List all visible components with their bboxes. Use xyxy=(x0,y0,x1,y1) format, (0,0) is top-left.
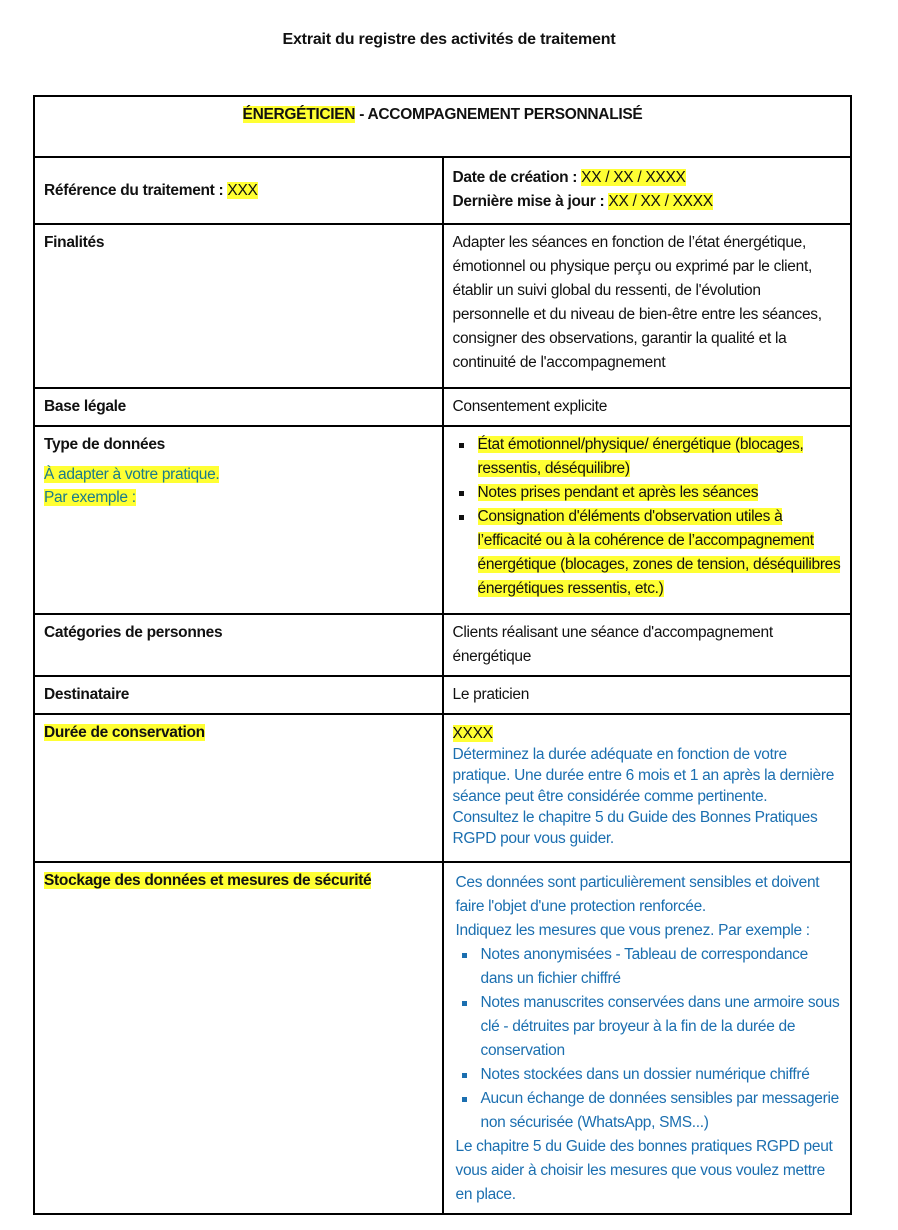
type-donnees-hint-1: À adapter à votre pratique. xyxy=(44,466,220,483)
categories-row xyxy=(34,614,851,676)
type-donnees-list-cell xyxy=(443,426,852,614)
type-donnees-cell xyxy=(34,426,443,614)
finalites-label: Finalités xyxy=(34,224,443,388)
stockage-measures-list xyxy=(456,943,842,1135)
categories-text: Clients réalisant une séance d'accompagnement énergétique xyxy=(443,614,852,676)
list-item: Notes stockées dans un dossier numérique chiffré xyxy=(456,1063,842,1087)
duree-label: Durée de conservation xyxy=(44,724,205,741)
stockage-outro: Le chapitre 5 du Guide des bonnes pratiques RGPD peut vous aider à choisir les mesures que vous voulez mettre en place. xyxy=(455,1138,833,1203)
reference-row xyxy=(34,157,851,224)
duree-guidance-2: Consultez le chapitre 5 du Guide des Bonnes Pratiques RGPD pour vous guider. xyxy=(452,809,818,847)
type-donnees-label: Type de données xyxy=(44,436,165,453)
list-item: Notes anonymisées - Tableau de correspondance dans un fichier chiffré xyxy=(456,943,842,991)
destinataire-label: Destinataire xyxy=(34,676,443,714)
stockage-cell xyxy=(443,862,852,1214)
dates-cell xyxy=(443,157,852,224)
duree-cell xyxy=(443,714,852,862)
stockage-label: Stockage des données et mesures de sécurité xyxy=(44,872,372,889)
stockage-row xyxy=(34,862,851,1214)
document-title: Extrait du registre des activités de traitement xyxy=(282,31,616,48)
update-date-value: XX / XX / XXXX xyxy=(608,192,713,210)
type-donnees-list xyxy=(453,433,842,601)
list-item: État émotionnel/physique/ énergétique (blocages, ressentis, déséquilibre) xyxy=(453,433,842,481)
type-donnees-hint-2: Par exemple : xyxy=(44,489,136,506)
stockage-label-cell xyxy=(34,862,443,1214)
finalites-text: Adapter les séances en fonction de l’état énergétique, émotionnel ou physique perçu ou exprimé par le client, établir un suivi global du ressenti, de l'évolution personnelle et du niveau de bien-être entre les séances, consigner des observations, garantir la qualité et la continuité de l'accompagnement xyxy=(443,224,852,388)
profession-label: ÉNERGÉTICIEN xyxy=(242,106,356,123)
processing-register-table xyxy=(33,95,852,1215)
creation-date-value: XX / XX / XXXX xyxy=(581,168,686,186)
finalites-row xyxy=(34,224,851,388)
categories-label: Catégories de personnes xyxy=(34,614,443,676)
duree-guidance-1: Déterminez la durée adéquate en fonction de votre pratique. Une durée entre 6 mois et 1 an après la dernière séance peut être considérée comme pertinente. xyxy=(452,746,835,805)
list-item: Notes prises pendant et après les séances xyxy=(453,481,842,505)
duree-value: XXXX xyxy=(452,725,493,742)
reference-cell xyxy=(34,157,443,224)
header-subtitle: ACCOMPAGNEMENT PERSONNALISÉ xyxy=(367,106,643,123)
table-header-row xyxy=(34,96,851,157)
reference-value: XXX xyxy=(227,181,258,199)
list-item: Consignation d'éléments d'observation utiles à l’efficacité ou à la cohérence de l’accompagnement énergétique (blocages, zones de tension, déséquilibres énergétiques ressentis, etc.) xyxy=(453,505,842,601)
base-legale-row xyxy=(34,388,851,426)
base-legale-label: Base légale xyxy=(34,388,443,426)
stockage-intro-1: Ces données sont particulièrement sensibles et doivent faire l'objet d'une protection renforcée. xyxy=(455,874,820,915)
duree-row xyxy=(34,714,851,862)
reference-label: Référence du traitement : xyxy=(44,181,228,199)
destinataire-row xyxy=(34,676,851,714)
header-separator: - xyxy=(355,106,368,123)
list-item: Notes manuscrites conservées dans une armoire sous clé - détruites par broyeur à la fin de la durée de conservation xyxy=(456,991,842,1063)
creation-date-label: Date de création : xyxy=(452,168,582,186)
stockage-intro-2: Indiquez les mesures que vous prenez. Par exemple : xyxy=(455,922,810,939)
type-donnees-row xyxy=(34,426,851,614)
base-legale-text: Consentement explicite xyxy=(443,388,852,426)
list-item: Aucun échange de données sensibles par messagerie non sécurisée (WhatsApp, SMS...) xyxy=(456,1087,842,1135)
duree-label-cell xyxy=(34,714,443,862)
update-date-label: Dernière mise à jour : xyxy=(452,192,609,210)
destinataire-text: Le praticien xyxy=(443,676,852,714)
table-header xyxy=(34,96,851,157)
